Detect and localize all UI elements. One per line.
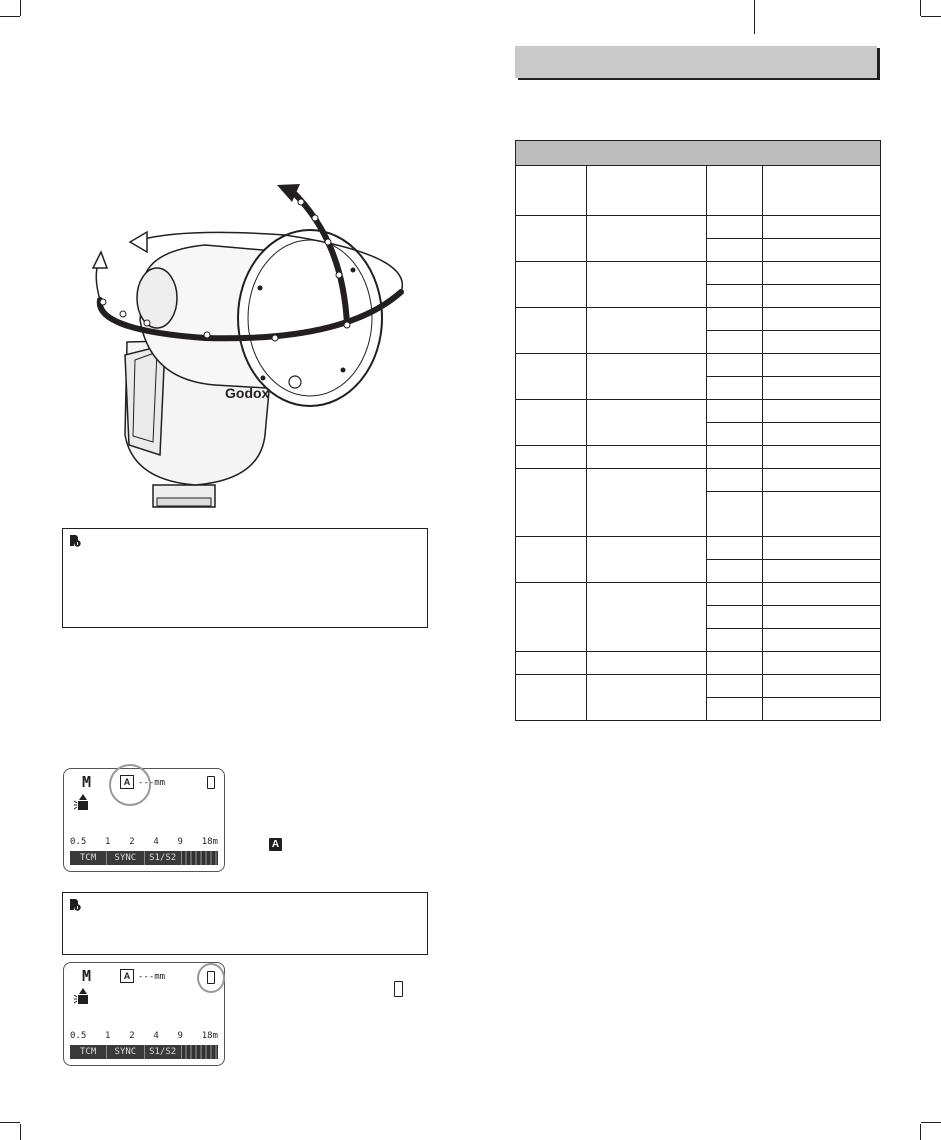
crop-mark [921, 16, 941, 17]
note-box [62, 528, 428, 628]
info-note-icon [69, 899, 81, 911]
flash-rotation-illustration [85, 180, 415, 515]
lcd-function-bar: TCM SYNC S1/S2 [70, 1045, 218, 1059]
flash-head-icon [72, 793, 94, 815]
rotation-arrow-head [130, 232, 147, 252]
auto-zoom-a-icon: A [120, 775, 134, 789]
table-header [516, 141, 881, 166]
auto-zoom-symbol: A [269, 838, 282, 851]
crop-mark [920, 1124, 921, 1140]
auto-zoom-a-icon: A [120, 969, 134, 983]
crop-mark [0, 1122, 20, 1123]
lcd-mode: M [82, 967, 92, 985]
battery-icon [394, 981, 403, 997]
brand-logo: Godox [225, 385, 270, 401]
crop-mark [20, 1124, 21, 1140]
crop-mark [0, 16, 20, 17]
distance-scale: 0.5 1 2 4 9 18m [70, 1031, 218, 1041]
crop-mark [20, 0, 21, 16]
highlight-circle [109, 764, 151, 806]
lcd-mode: M [82, 773, 92, 791]
note-box [62, 892, 428, 955]
lcd-zoom-value: ---mm [138, 778, 166, 788]
battery-icon [207, 776, 215, 789]
lcd-zoom-value: ---mm [138, 972, 166, 982]
specification-table [515, 140, 881, 721]
pivot-knob [137, 268, 177, 328]
crop-mark [920, 0, 921, 16]
distance-scale: 0.5 1 2 4 9 18m [70, 837, 218, 847]
section-header-bar [515, 46, 877, 78]
info-note-icon [69, 535, 81, 547]
center-crop-mark [754, 0, 755, 34]
flash-head-icon [72, 987, 94, 1009]
highlight-circle [197, 963, 225, 993]
lcd-function-bar: TCM SYNC S1/S2 [70, 851, 218, 865]
crop-mark [921, 1122, 941, 1123]
